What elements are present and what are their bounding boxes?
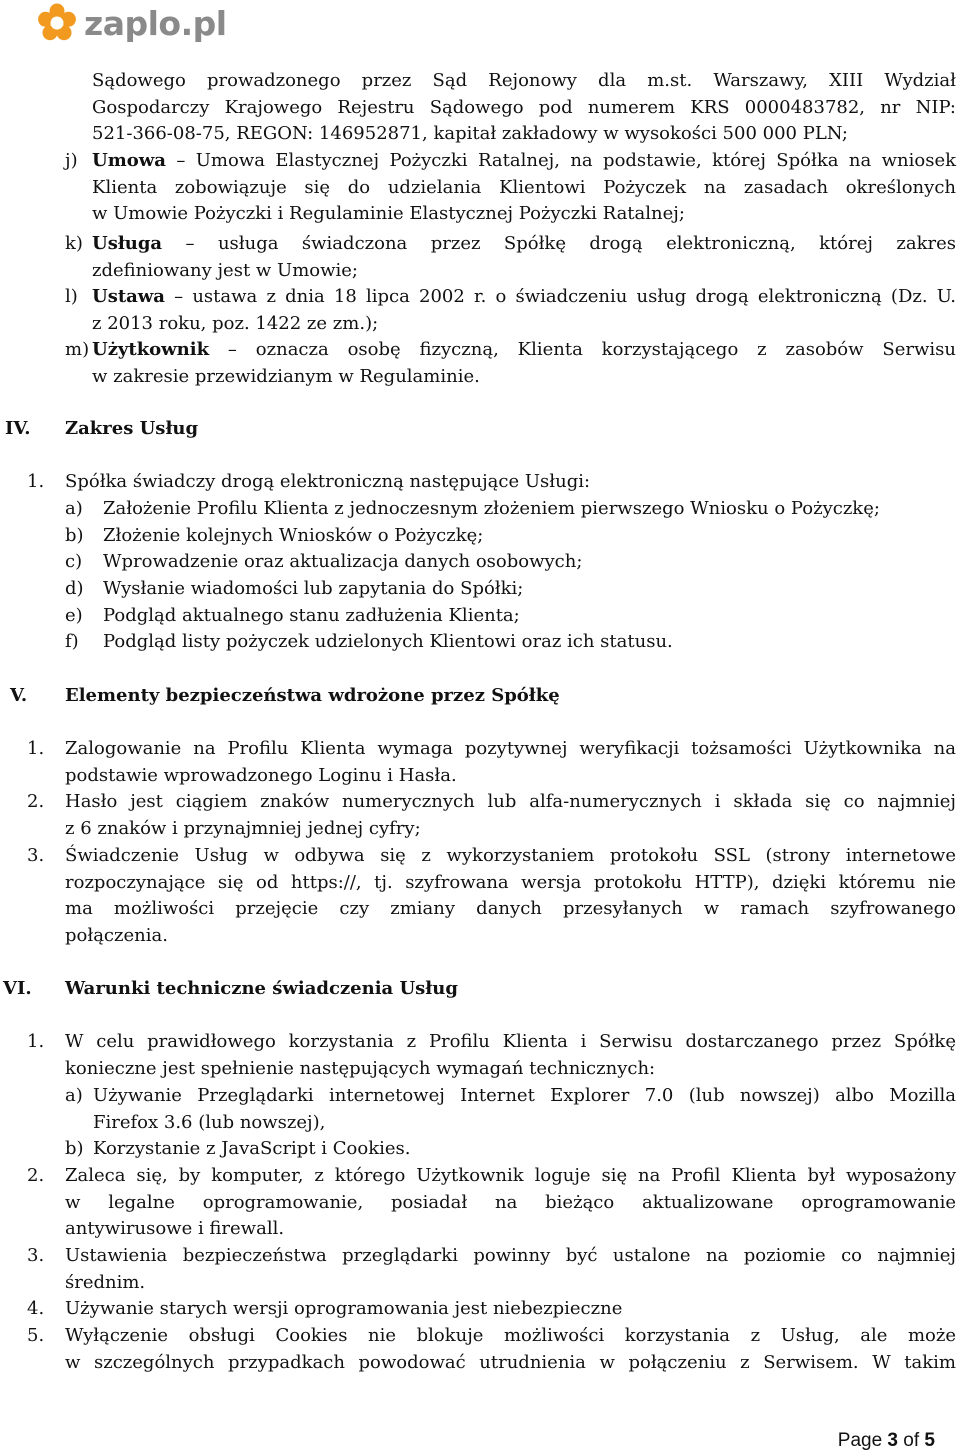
page-current: 3 [887, 1430, 898, 1451]
text-line: podstawie wprowadzonego Loginu i Hasła. [65, 764, 457, 786]
text-line: Zalogowanie na Profilu Klienta wymaga pozytywnej weryfikacji tożsamości Użytkownika na [65, 738, 956, 759]
item-number: 3. [27, 1245, 45, 1266]
definition-text: zdefiniowany jest w Umowie; [92, 259, 358, 281]
paragraph [65, 1163, 956, 1243]
item-label: l) [65, 286, 78, 307]
text-line: Świadczenie Usług w odbywa się z wykorzystaniem protokołu SSL (strony internetowe [65, 845, 956, 866]
definition-text: Klienta zobowiązuje się do udzielania Klientowi Pożyczek na zasadach określonych [92, 176, 956, 198]
item-number: 1. [27, 738, 45, 759]
definition-text: – ustawa z dnia 18 lipca 2002 r. o świadczeniu usług drogą elektroniczną (Dz. U. [174, 286, 956, 307]
definition-text: z 2013 roku, poz. 1422 ze zm.); [92, 312, 379, 334]
logo-text: zaplo.pl [84, 3, 227, 43]
subitem [93, 1083, 956, 1136]
item-number: 2. [27, 791, 45, 812]
paragraph [65, 1243, 956, 1296]
subitem-label: c) [65, 551, 83, 572]
text-line: Wyłączenie obsługi Cookies nie blokuje możliwości korzystania z Usług, ale może [65, 1325, 956, 1346]
definition-term: Użytkownik [92, 339, 210, 360]
page-of: of [903, 1430, 920, 1451]
subitem-label: e) [65, 605, 83, 626]
definition-uzytkownik [92, 337, 956, 390]
paragraph-text: Używanie starych wersji oprogramowania jest niebezpieczne [65, 1298, 623, 1319]
item-label: j) [65, 150, 78, 171]
text-line: ma możliwości przejęcie czy zmiany danych przesyłanych w ramach szyfrowanego [65, 898, 956, 920]
definition-text: – Umowa Elastycznej Pożyczki Ratalnej, na podstawie, której Spółka na wniosek [176, 150, 957, 171]
item-number: 3. [27, 845, 45, 866]
section-number: VI. [3, 978, 32, 999]
text-line: antywirusowe i firewall. [65, 1218, 285, 1240]
text-line: Używanie Przeglądarki internetowej Internet Explorer 7.0 (lub nowszej) albo Mozilla [93, 1085, 956, 1106]
definitions-intro [92, 68, 956, 148]
item-label: m) [65, 339, 90, 360]
paragraph [65, 1323, 956, 1376]
subitem-text: Założenie Profilu Klienta z jednoczesnym złożeniem pierwszego Wniosku o Pożyczkę; [103, 498, 880, 519]
text-line: Firefox 3.6 (lub nowszej), [93, 1111, 326, 1133]
paragraph [65, 736, 956, 789]
text-line: w szczególnych przypadkach powodować utrudnienia w połączeniu z Serwisem. W takim [65, 1351, 956, 1373]
definition-usluga [92, 231, 956, 284]
text-line: rozpoczynające się od https://, tj. szyfrowana wersja protokołu HTTP), dzięki któremu nie [65, 871, 956, 893]
subitem-label: f) [65, 631, 79, 652]
item-number: 4. [27, 1298, 45, 1319]
definition-term: Ustawa [92, 286, 165, 307]
section-title: Elementy bezpieczeństwa wdrożone przez Spółkę [65, 685, 560, 706]
text-line: Gospodarczy Krajowego Rejestru Sądowego pod numerem KRS 0000483782, nr NIP: [92, 96, 956, 118]
text-line: 521-366-08-75, REGON: 146952871, kapitał zakładowy w wysokości 500 000 PLN; [92, 123, 848, 145]
subitem-label: d) [65, 578, 84, 599]
section-title: Warunki techniczne świadczenia Usług [65, 978, 458, 999]
definition-text: – oznacza osobę fizyczną, Klienta korzystającego z zasobów Serwisu [227, 339, 956, 360]
definition-term: Usługa [92, 233, 163, 254]
text-line: średnim. [65, 1271, 146, 1293]
subitem-label: b) [65, 525, 84, 546]
zaplo-logo [36, 2, 227, 44]
paragraph [65, 1029, 956, 1082]
paragraph-text: Spółka świadczy drogą elektroniczną następujące Usługi: [65, 471, 591, 492]
flower-icon [36, 2, 78, 44]
paragraph [65, 843, 956, 950]
section-title: Zakres Usług [65, 418, 199, 439]
subitem-label: a) [65, 1085, 83, 1106]
text-line: Hasło jest ciągiem znaków numerycznych lub alfa-numerycznych i składa się co najmniej [65, 791, 956, 812]
page-total: 5 [924, 1430, 935, 1451]
subitem-text: Wprowadzenie oraz aktualizacja danych osobowych; [103, 551, 583, 572]
text-line: W celu prawidłowego korzystania z Profilu Klienta i Serwisu dostarczanego przez Spółkę [65, 1031, 956, 1052]
definition-ustawa [92, 284, 956, 337]
subitem-text: Podgląd listy pożyczek udzielonych Klientowi oraz ich statusu. [103, 631, 673, 652]
subitem-text: Korzystanie z JavaScript i Cookies. [93, 1138, 411, 1159]
item-number: 2. [27, 1165, 45, 1186]
text-line: w legalne oprogramowanie, posiadał na bieżąco aktualizowane oprogramowanie [65, 1191, 956, 1213]
section-number: V. [10, 685, 28, 706]
text-line: Sądowego prowadzonego przez Sąd Rejonowy dla m.st. Warszawy, XIII Wydział [92, 70, 956, 91]
page-number [838, 1429, 935, 1453]
item-label: k) [65, 233, 83, 254]
text-line: z 6 znaków i przynajmniej jednej cyfry; [65, 817, 421, 839]
item-number: 5. [27, 1325, 45, 1346]
subitem-text: Wysłanie wiadomości lub zapytania do Spółki; [103, 578, 524, 599]
definition-umowa [92, 148, 956, 228]
definition-text: – usługa świadczona przez Spółkę drogą elektroniczną, której zakres [185, 233, 956, 254]
text-line: Zaleca się, by komputer, z którego Użytkownik loguje się na Profil Klienta był wyposażony [65, 1165, 956, 1186]
text-line: konieczne jest spełnienie następujących wymagań technicznych: [65, 1057, 656, 1079]
text-line: Ustawienia bezpieczeństwa przeglądarki powinny być ustalone na poziomie co najmniej [65, 1245, 956, 1266]
definition-term: Umowa [92, 150, 166, 171]
subitem-text: Złożenie kolejnych Wniosków o Pożyczkę; [103, 525, 484, 546]
text-line: połączenia. [65, 925, 168, 947]
item-number: 1. [27, 1031, 45, 1052]
section-number: IV. [5, 418, 31, 439]
paragraph [65, 789, 956, 842]
page-label: Page [837, 1430, 883, 1451]
definition-text: w Umowie Pożyczki i Regulaminie Elastycznej Pożyczki Ratalnej; [92, 203, 685, 225]
item-number: 1. [27, 471, 45, 492]
subitem-text: Podgląd aktualnego stanu zadłużenia Klienta; [103, 605, 520, 626]
subitem-label: a) [65, 498, 83, 519]
definition-text: w zakresie przewidzianym w Regulaminie. [92, 365, 480, 387]
subitem-label: b) [65, 1138, 84, 1159]
